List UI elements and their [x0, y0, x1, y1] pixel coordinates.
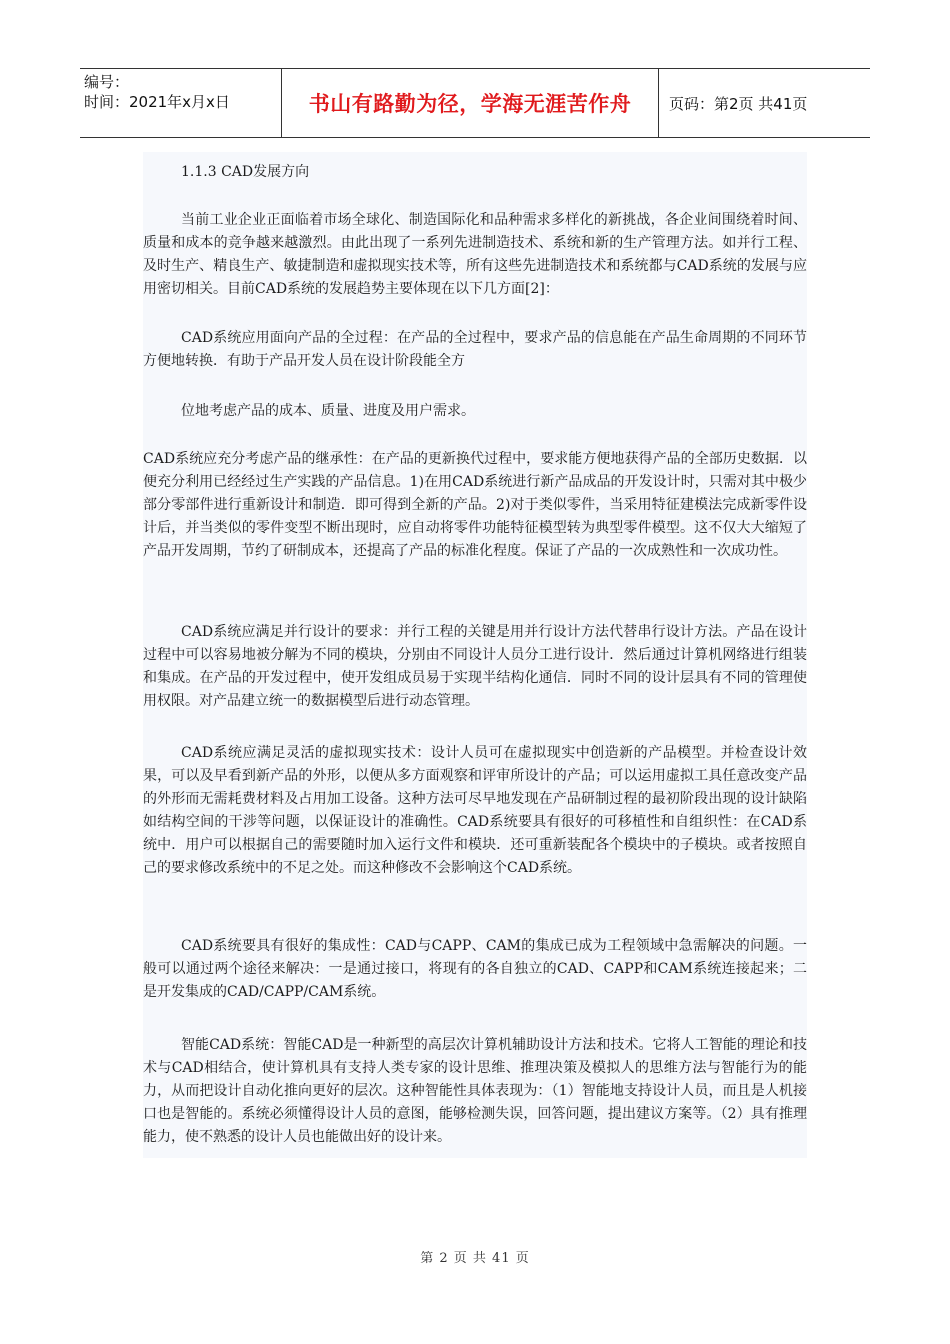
page-header: [80, 68, 870, 138]
paragraph: CAD系统应满足灵活的虚拟现实技术：设计人员可在虚拟现实中创造新的产品模型。并检查设计效果，可以及早看到新产品的外形，以便从多方面观察和评审所设计的产品；可以运用虚拟工具任意改变产品的外形而无需耗费材料及占用加工设备。这种方法可尽早地发现在产品研制过程的最初阶段出现的设计缺陷如结构空间的干涉等问题，以保证设计的准确性。CAD系统要具有很好的可移植性和自组织性：在CAD系统中．用户可以根据自己的需要随时加入运行文件和模块．还可重新装配各个模块中的子模块。或者按照自己的要求修改系统中的不足之处。而这种修改不会影响这个CAD系统。: [143, 745, 807, 876]
paragraph: 当前工业企业正面临着市场全球化、制造国际化和品种需求多样化的新挑战，各企业间围绕着时间、质量和成本的竞争越来越激烈。由此出现了一系列先进制造技术、系统和新的生产管理方法。如并行工程、及时生产、精良生产、敏捷制造和虚拟现实技术等，所有这些先进制造技术和系统都与CAD系统的发展与应用密切相关。目前CAD系统的发展趋势主要体现在以下几方面[2]：: [143, 212, 807, 297]
document-number-label: 编号：: [84, 73, 130, 91]
paragraph: CAD系统要具有很好的集成性：CAD与CAPP、CAM的集成已成为工程领域中急需解决的问题。一般可以通过两个途径来解决：一是通过接口，将现有的各自独立的CAD、CAPP和CAM系统连接起来；二是开发集成的CAD/CAPP/CAM系统。: [143, 938, 807, 1000]
paragraph: CAD系统应充分考虑产品的继承性：在产品的更新换代过程中，要求能方便地获得产品的全部历史数据．以便充分利用已经经过生产实践的产品信息。1)在用CAD系统进行新产品成品的开发设计时，只需对其中极少部分零部件进行重新设计和制造．即可得到全新的产品。2)对于类似零件，当采用特征建模法完成新零件设计后，并当类似的零件变型不断出现时，应自动将零件功能特征模型转为典型零件模型。这不仅大大缩短了产品开发周期，节约了研制成本，还提高了产品的标准化程度。保证了产品的一次成熟性和一次成功性。: [143, 451, 807, 559]
paragraph: CAD系统应满足并行设计的要求：并行工程的关键是用并行设计方法代替串行设计方法。产品在设计过程中可以容易地被分解为不同的模块，分别由不同设计人员分工进行设计．然后通过计算机网络进行组装和集成。在产品的开发过程中，使开发组成员易于实现半结构化通信．同时不同的设计层具有不同的管理使用权限。对产品建立统一的数据模型后进行动态管理。: [143, 624, 807, 709]
paragraph: CAD系统应用面向产品的全过程：在产品的全过程中，要求产品的信息能在产品生命周期的不同环节方便地转换．有助于产品开发人员在设计阶段能全方: [143, 330, 807, 369]
header-motto: 书山有路勤为径，学海无涯苦作舟: [308, 92, 632, 116]
header-page-info: 页码：第2页 共41页: [669, 94, 808, 113]
header-meta: [80, 69, 282, 137]
header-motto-cell: [282, 69, 659, 137]
page-footer: 第 2 页 共 41 页: [420, 1251, 530, 1266]
document-body: [143, 152, 807, 1158]
document-date: 时间：2021年x月x日: [84, 93, 230, 111]
paragraph: 位地考虑产品的成本、质量、进度及用户需求。: [181, 403, 475, 419]
paragraph: 智能CAD系统：智能CAD是一种新型的高层次计算机辅助设计方法和技术。它将人工智能的理论和技术与CAD相结合，使计算机具有支持人类专家的设计思维、推理决策及模拟人的思维方法与智能行为的能力，从而把设计自动化推向更好的层次。这种智能性具体表现为：（1）智能地支持设计人员，而且是人机接口也是智能的。系统必须懂得设计人员的意图，能够检测失误，回答问题，提出建议方案等。（2）具有推理能力，使不熟悉的设计人员也能做出好的设计来。: [143, 1037, 807, 1145]
section-heading: 1.1.3 CAD发展方向: [181, 164, 310, 180]
